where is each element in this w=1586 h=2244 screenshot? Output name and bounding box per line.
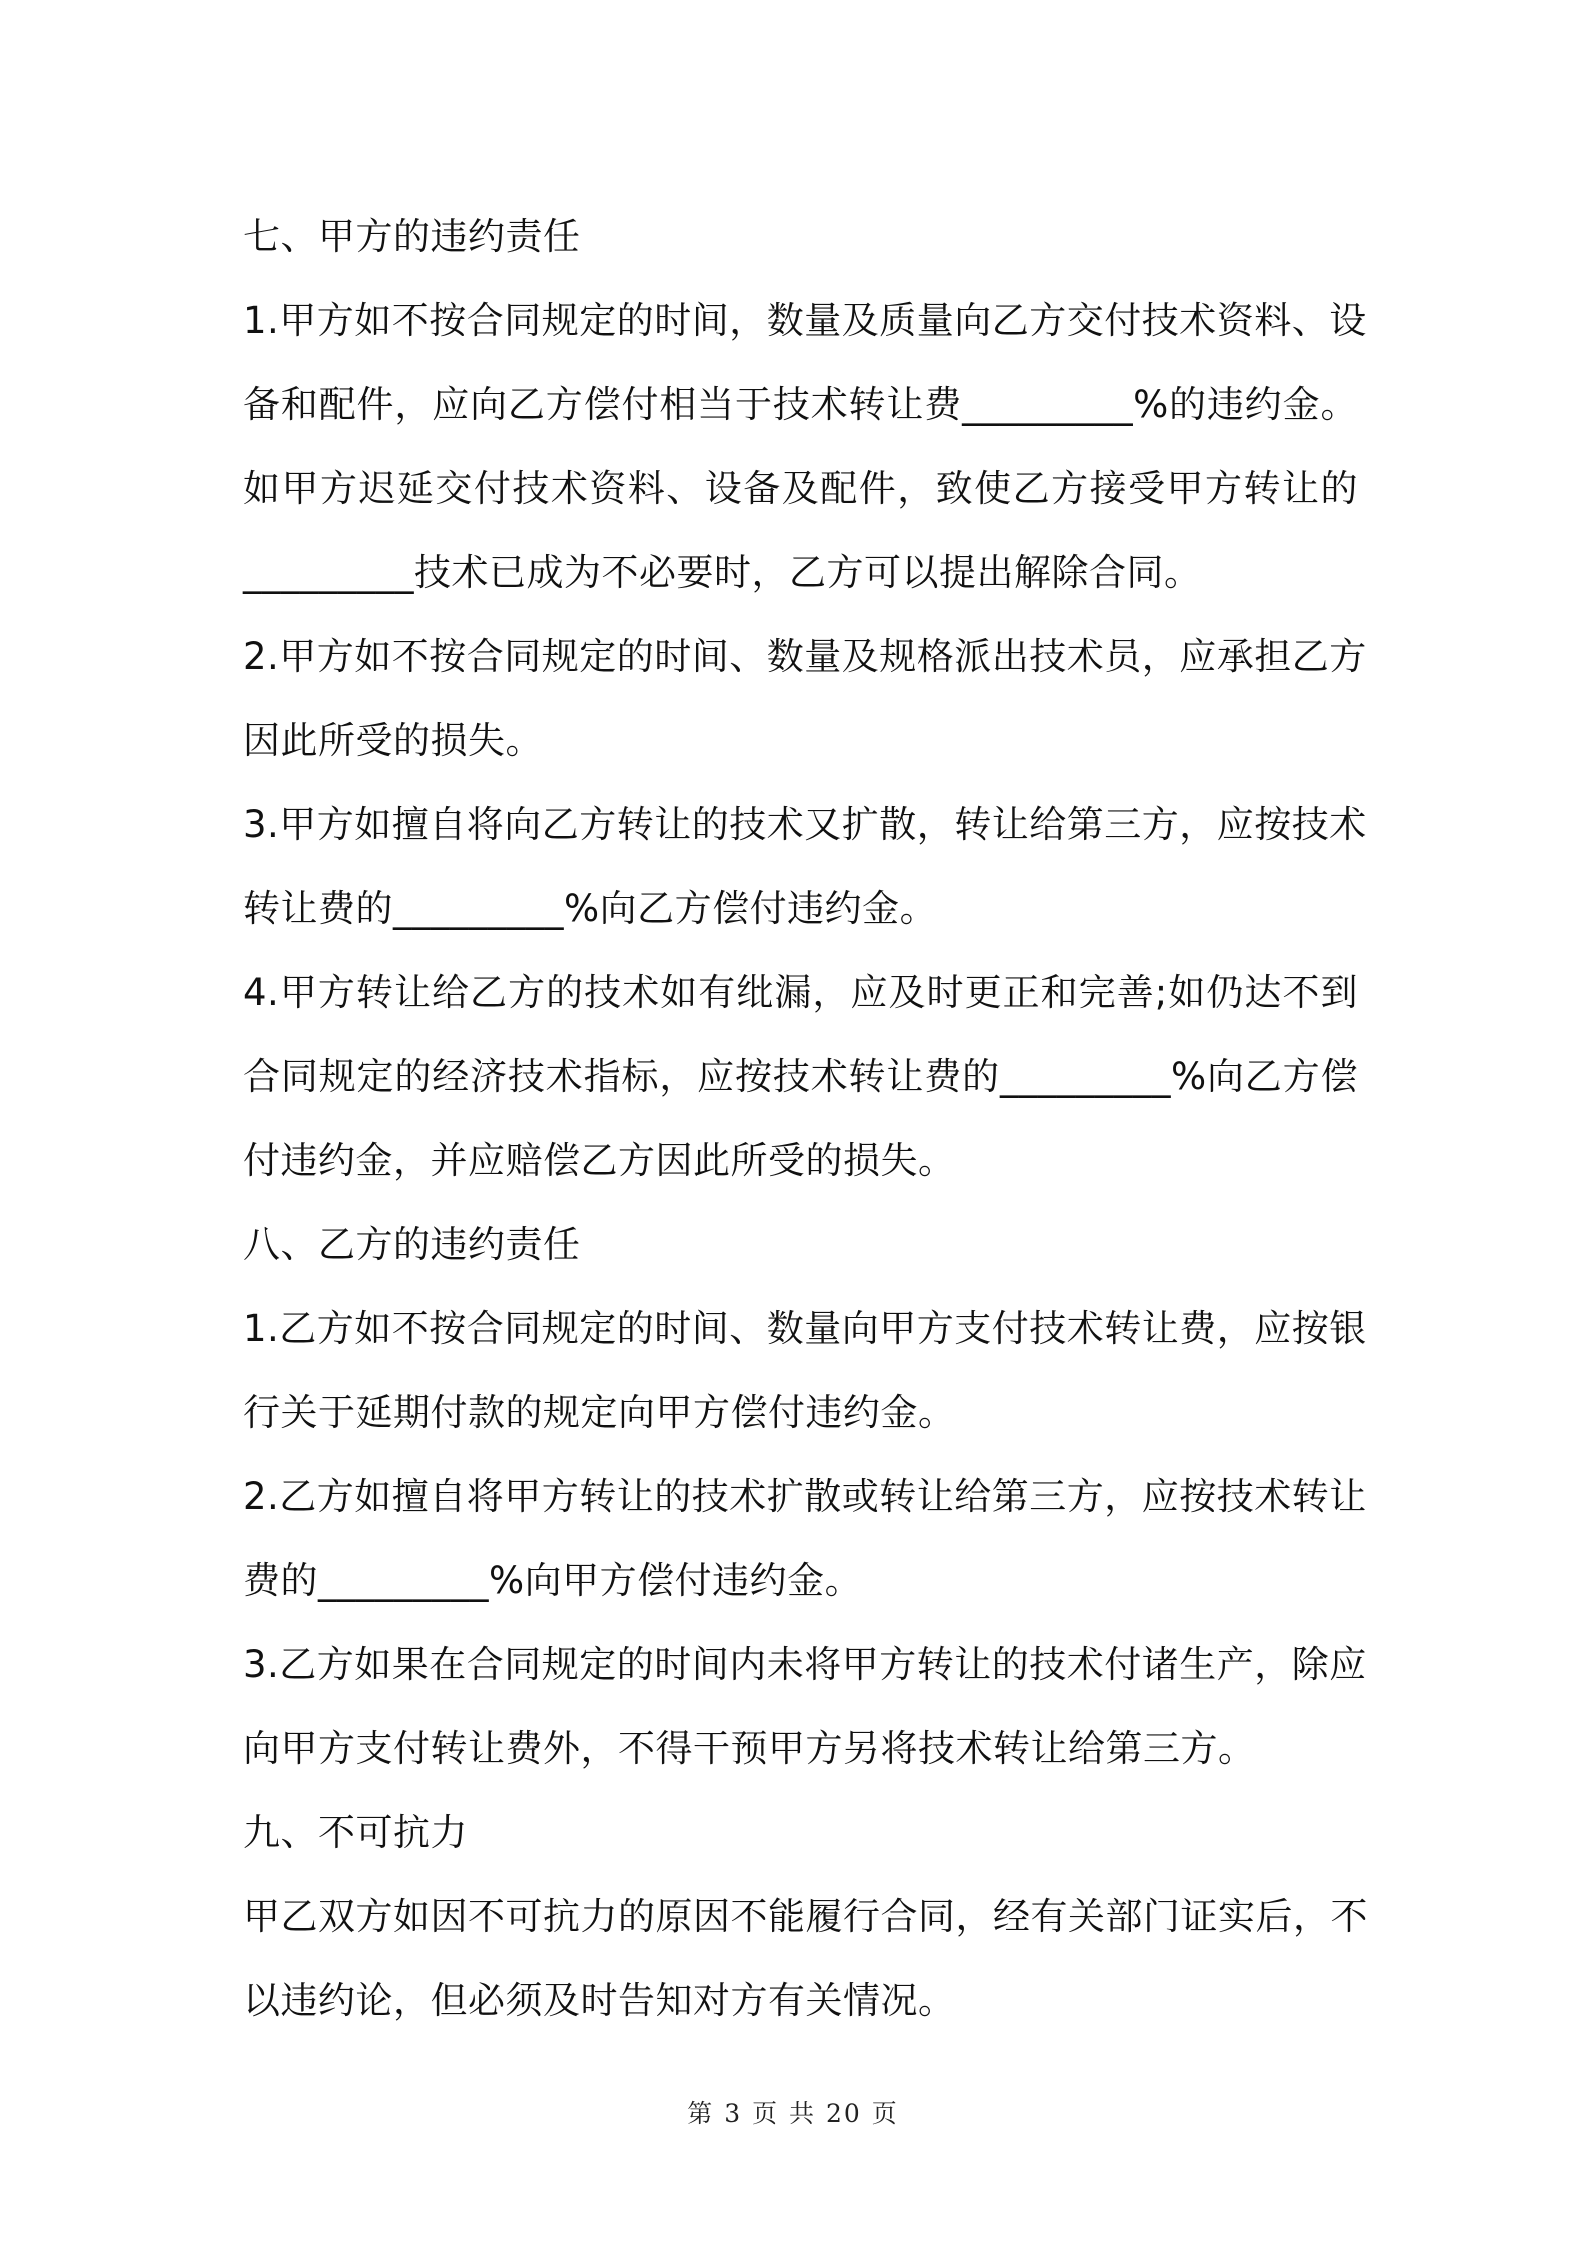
- text-line: 费的_________%向甲方偿付违约金。: [243, 1559, 863, 1602]
- text-line: 如甲方迟延交付技术资料、设备及配件，致使乙方接受甲方转让的: [243, 467, 1358, 510]
- text-line: 2.乙方如擅自将甲方转让的技术扩散或转让给第三方，应按技术转让: [243, 1475, 1367, 1518]
- text-line: 因此所受的损失。: [243, 719, 543, 762]
- text-line: 3.乙方如果在合同规定的时间内未将甲方转让的技术付诸生产，除应: [243, 1643, 1367, 1686]
- text-line: 转让费的_________%向乙方偿付违约金。: [243, 887, 938, 930]
- text-line: 合同规定的经济技术指标，应按技术转让费的_________%向乙方偿: [243, 1055, 1358, 1098]
- text-line: 行关于延期付款的规定向甲方偿付违约金。: [243, 1391, 956, 1434]
- text-line: 2.甲方如不按合同规定的时间、数量及规格派出技术员，应承担乙方: [243, 635, 1367, 678]
- text-line: 1.甲方如不按合同规定的时间，数量及质量向乙方交付技术资料、设: [243, 299, 1367, 342]
- text-line: 甲乙双方如因不可抗力的原因不能履行合同，经有关部门证实后，不: [243, 1895, 1368, 1938]
- text-line: 备和配件，应向乙方偿付相当于技术转让费_________%的违约金。: [243, 383, 1358, 426]
- text-line: 3.甲方如擅自将向乙方转让的技术又扩散，转让给第三方，应按技术: [243, 803, 1367, 846]
- text-line: _________技术已成为不必要时，乙方可以提出解除合同。: [243, 551, 1202, 594]
- text-line: 九、不可抗力: [243, 1811, 468, 1854]
- text-line: 八、乙方的违约责任: [243, 1223, 581, 1266]
- document-body: [243, 195, 1368, 2043]
- text-line: 向甲方支付转让费外，不得干预甲方另将技术转让给第三方。: [243, 1727, 1256, 1770]
- text-line: 付违约金，并应赔偿乙方因此所受的损失。: [243, 1139, 956, 1182]
- page-footer: 第 3 页 共 20 页: [687, 2099, 899, 2128]
- text-line: 4.甲方转让给乙方的技术如有纰漏，应及时更正和完善;如仍达不到: [243, 971, 1358, 1014]
- text-line: 1.乙方如不按合同规定的时间、数量向甲方支付技术转让费，应按银: [243, 1307, 1367, 1350]
- text-line: 七、甲方的违约责任: [243, 215, 581, 258]
- text-line: 以违约论，但必须及时告知对方有关情况。: [243, 1979, 956, 2022]
